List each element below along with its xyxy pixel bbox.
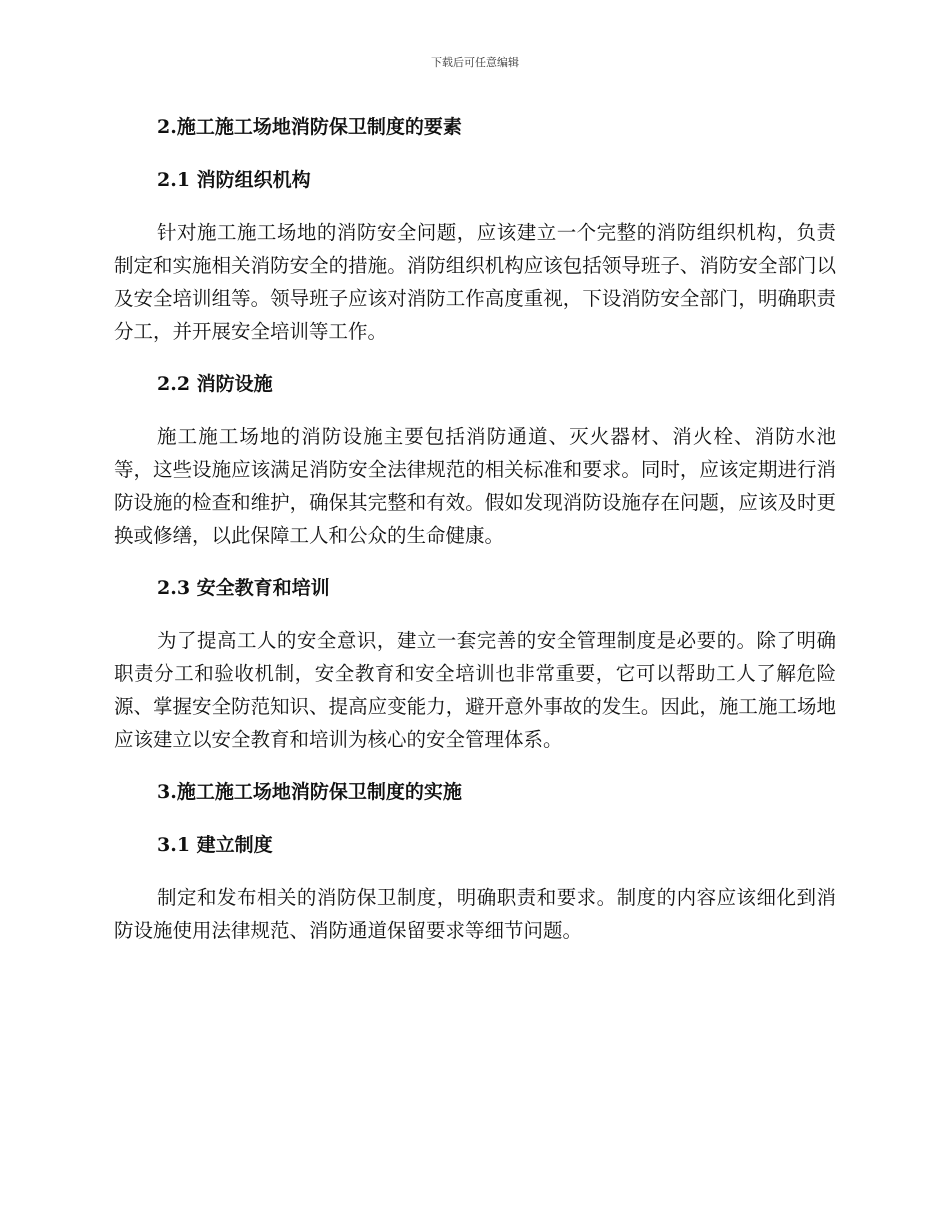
section-3-heading: 3.施工施工场地消防保卫制度的实施 xyxy=(157,781,462,803)
section-2-3-paragraph: 为了提高工人的安全意识，建立一套完善的安全管理制度是必要的。除了明确职责分工和验收机制，安全教育和安全培训也非常重要，它可以帮助工人了解危险源、掌握安全防范知识、提高应变能力，避开意外事故的发生。因此，施工施工场地应该建立以安全教育和培训为核心的安全管理体系。 xyxy=(114,629,836,751)
section-2-heading: 2.施工施工场地消防保卫制度的要素 xyxy=(157,116,462,138)
section-3-1-heading: 3.1 建立制度 xyxy=(157,834,273,856)
section-2-1-paragraph: 针对施工施工场地的消防安全问题，应该建立一个完整的消防组织机构，负责制定和实施相关消防安全的措施。消防组织机构应该包括领导班子、消防安全部门以及安全培训组等。领导班子应该对消防工作高度重视，下设消防安全部门，明确职责分工，并开展安全培训等工作。 xyxy=(114,221,836,343)
section-3-1-paragraph: 制定和发布相关的消防保卫制度，明确职责和要求。制度的内容应该细化到消防设施使用法律规范、消防通道保留要求等细节问题。 xyxy=(114,886,836,942)
document-body xyxy=(114,110,836,947)
section-2-3-heading: 2.3 安全教育和培训 xyxy=(157,577,330,599)
section-2-2-paragraph: 施工施工场地的消防设施主要包括消防通道、灭火器材、消火栓、消防水池等，这些设施应该满足消防安全法律规范的相关标准和要求。同时，应该定期进行消防设施的检查和维护，确保其完整和有效。假如发现消防设施存在问题，应该及时更换或修缮，以此保障工人和公众的生命健康。 xyxy=(114,425,836,547)
section-2-2-heading: 2.2 消防设施 xyxy=(157,373,273,395)
page-header: 下载后可任意编辑 xyxy=(431,56,519,69)
section-2-1-heading: 2.1 消防组织机构 xyxy=(157,169,311,191)
